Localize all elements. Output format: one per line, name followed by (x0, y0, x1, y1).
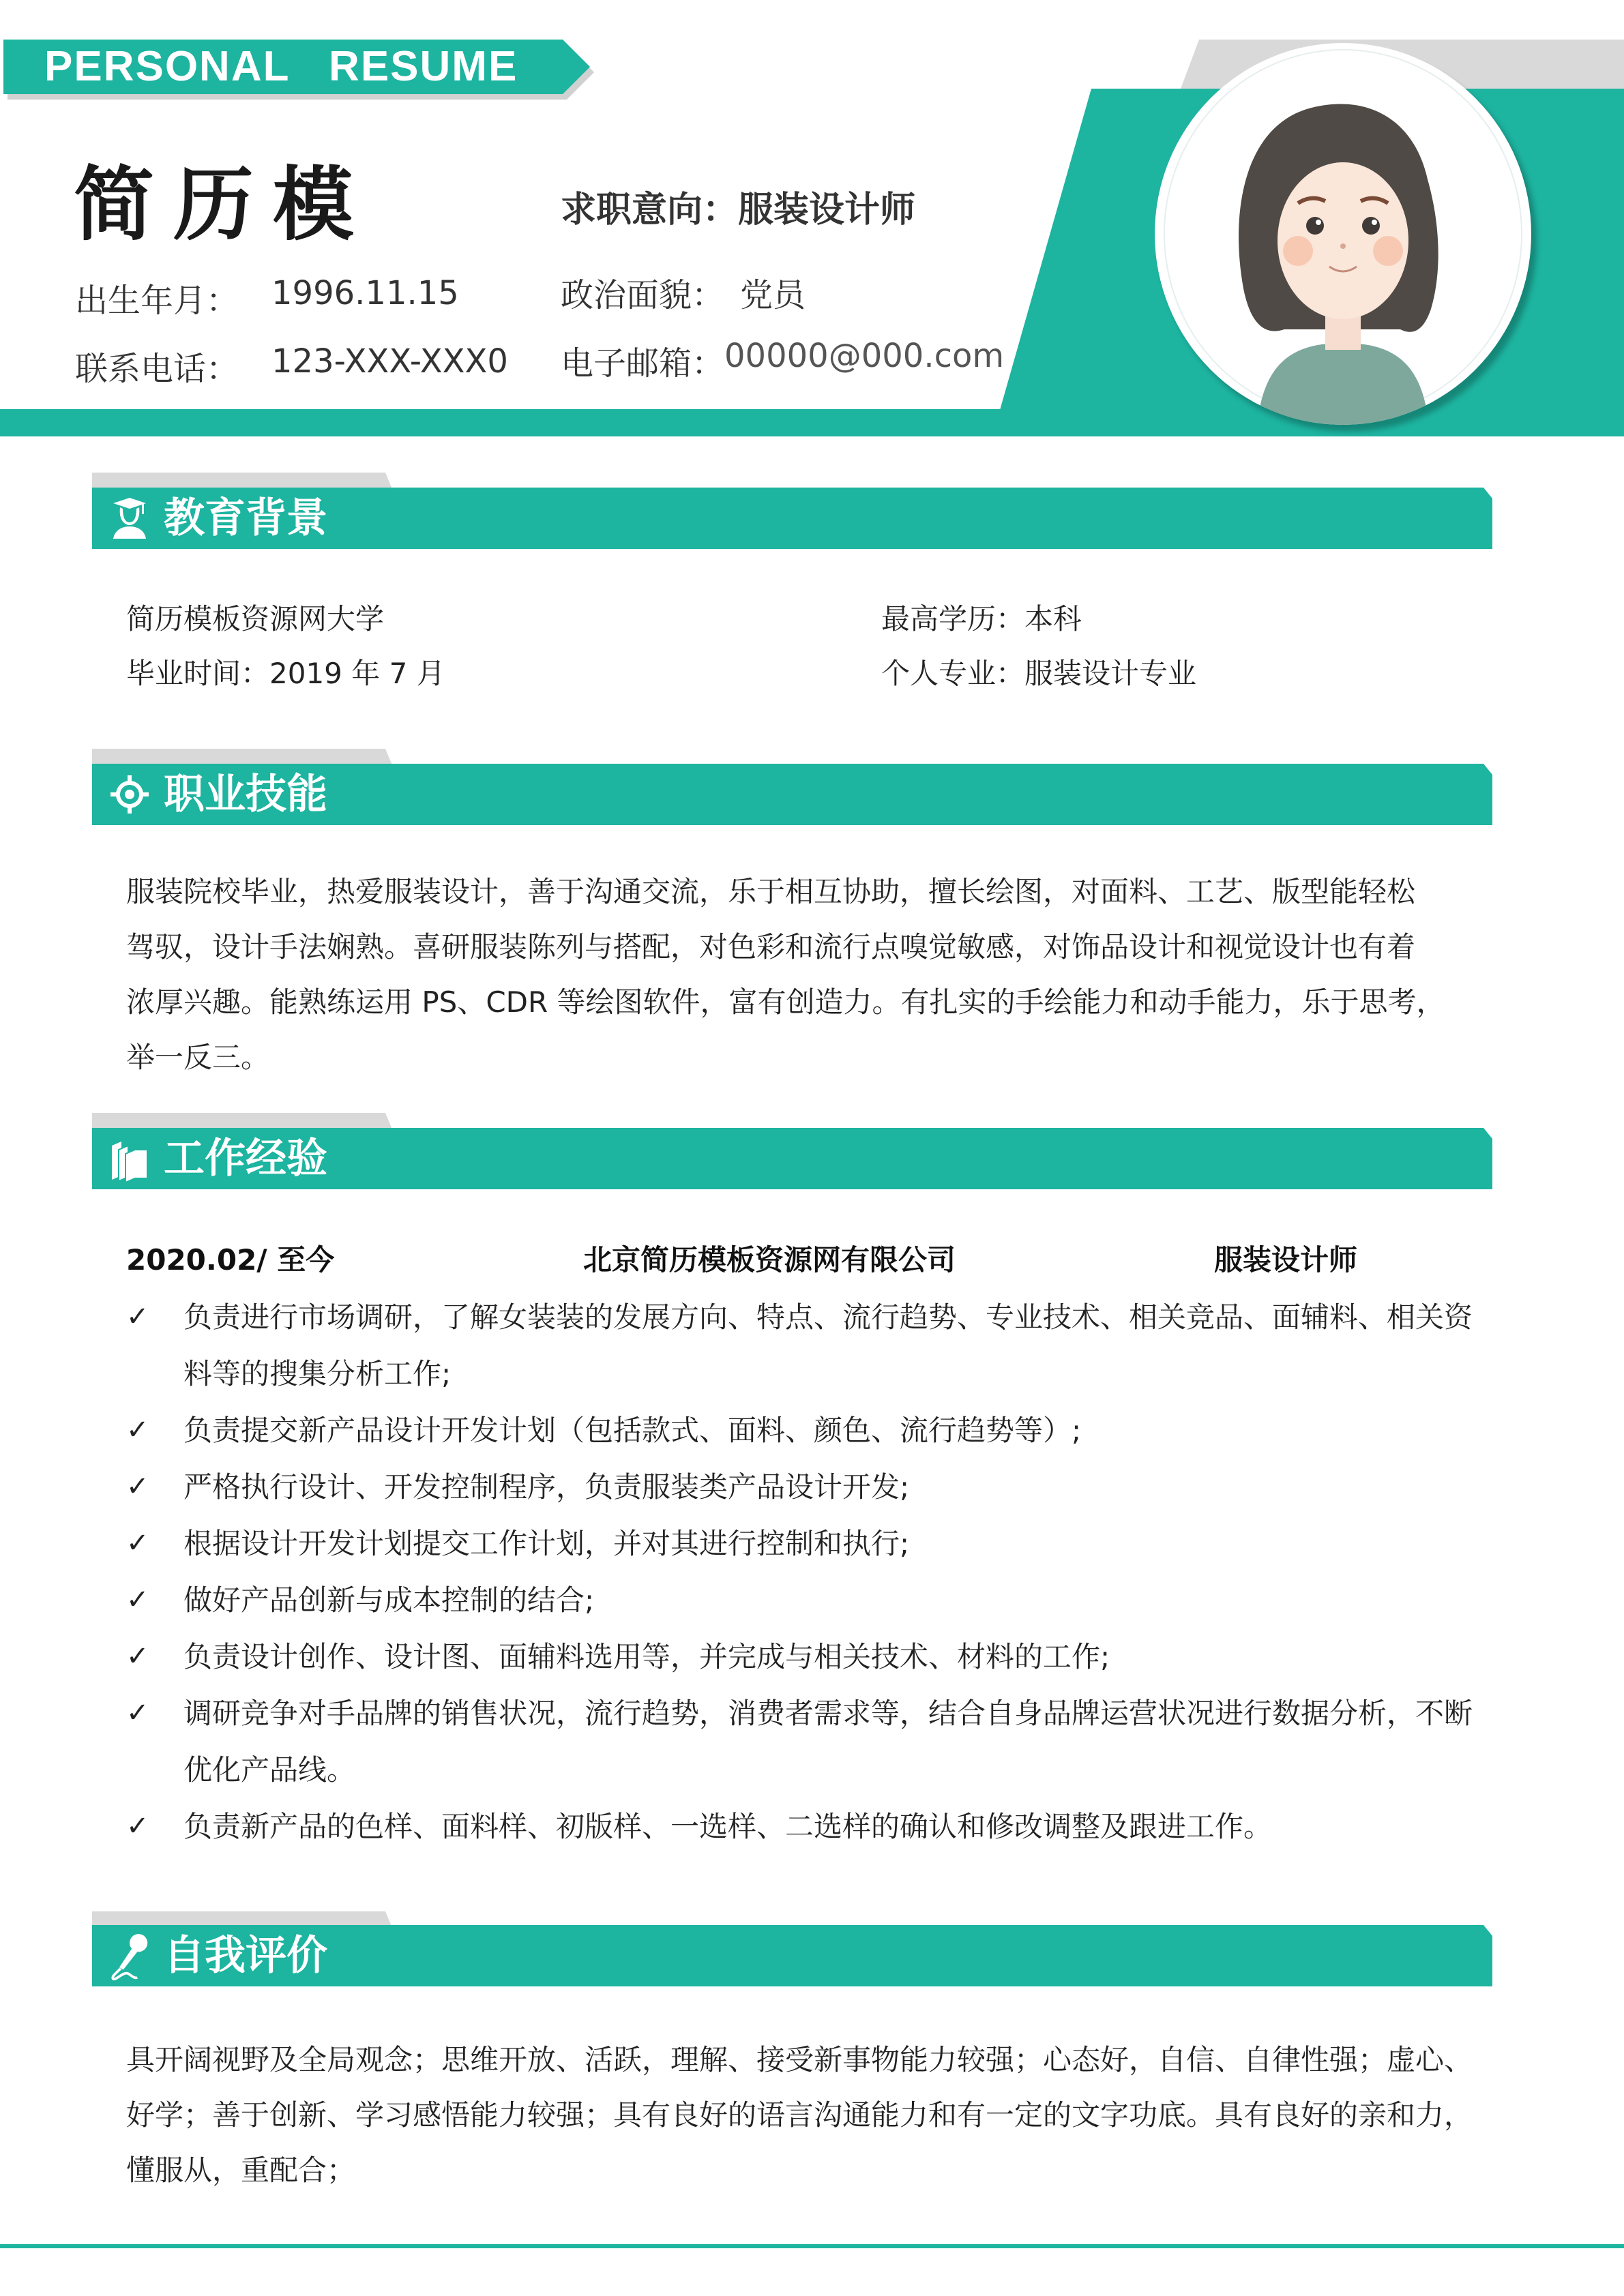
job-intent: 求职意向：服装设计师 (561, 190, 916, 230)
self-eval-line: 具开阔视野及全局观念；思维开放、活跃，理解、接受新事物能力较强；心态好，自信、自律性强；虚心、 (126, 2043, 1473, 2076)
work-title: 工作经验 (164, 1135, 327, 1182)
work-period: 2020.02/ 至今 (126, 1243, 335, 1277)
avatar-illustration-icon (1155, 43, 1531, 425)
duty-list (126, 1289, 1497, 1855)
books-icon (109, 1128, 150, 1189)
skills-line: 举一反三。 (126, 1041, 270, 1074)
work-position: 服装设计师 (1214, 1243, 1358, 1277)
list-item (126, 1289, 1497, 1402)
check-icon: ✓ (126, 1301, 149, 1332)
check-icon: ✓ (126, 1697, 149, 1729)
list-item (126, 1515, 1497, 1572)
phone-label: 联系电话： (75, 350, 239, 388)
candidate-name: 简历模 (74, 158, 373, 252)
highest-degree: 最高学历：本科 (881, 602, 1082, 636)
self-eval-line: 好学；善于创新、学习感悟能力较强；具有良好的语言沟通能力和有一定的文字功底。具有良好的亲和力， (126, 2098, 1473, 2132)
duty-text: 做好产品创新与成本控制的结合; (183, 1583, 595, 1617)
duty-text: 严格执行设计、开发控制程序，负责服装类产品设计开发; (183, 1470, 910, 1504)
work-company: 北京简历模板资源网有限公司 (583, 1243, 956, 1277)
list-item (126, 1572, 1497, 1628)
self-eval-line: 懂服从，重配合； (126, 2153, 356, 2187)
microphone-icon (109, 1925, 150, 1986)
skills-paragraph (126, 864, 1490, 1085)
duty-text: 负责进行市场调研，了解女装装的发展方向、特点、流行趋势、专业技术、相关竞品、面辅料、相关资料等的搜集分析工作; (183, 1300, 1473, 1390)
check-icon: ✓ (126, 1584, 149, 1615)
duty-text: 调研竞争对手品牌的销售状况，流行趋势，消费者需求等，结合自身品牌运营状况进行数据分析，不断优化产品线。 (183, 1697, 1473, 1787)
email-label: 电子邮箱： (561, 344, 725, 383)
list-item (126, 1798, 1497, 1855)
major: 个人专业：服装设计专业 (881, 657, 1197, 690)
duty-text: 负责提交新产品设计开发计划（包括款式、面料、颜色、流行趋势等）; (183, 1414, 1082, 1447)
target-icon (109, 764, 150, 825)
politics-value: 党员 (740, 276, 806, 314)
skills-line: 服装院校毕业，热爱服装设计，善于沟通交流，乐于相互协助，擅长绘图，对面料、工艺、版型能轻松 (126, 875, 1416, 908)
list-item (126, 1402, 1497, 1459)
check-icon: ✓ (126, 1527, 149, 1559)
birth-label: 出生年月： (75, 282, 239, 320)
skills-line: 浓厚兴趣。能熟练运用 PS、CDR 等绘图软件，富有创造力。有扎实的手绘能力和动手能力，乐于思考， (126, 985, 1445, 1019)
check-icon: ✓ (126, 1471, 149, 1502)
check-icon: ✓ (126, 1414, 149, 1446)
check-icon: ✓ (126, 1641, 149, 1672)
phone-value: 123-XXX-XXX0 (271, 342, 508, 381)
list-item (126, 1685, 1497, 1798)
duty-text: 根据设计开发计划提交工作计划，并对其进行控制和执行; (183, 1527, 910, 1560)
self-eval-title: 自我评价 (164, 1932, 327, 1980)
work-tab-decoration (92, 1113, 392, 1129)
footer-divider (0, 2244, 1624, 2248)
duty-text: 负责新产品的色样、面料样、初版样、一选样、二选样的确认和修改调整及跟进工作。 (183, 1810, 1273, 1843)
list-item (126, 1459, 1497, 1515)
banner-title: PERSONAL RESUME (44, 43, 518, 90)
graduate-icon (109, 488, 150, 549)
avatar (1155, 43, 1531, 425)
duty-text: 负责设计创作、设计图、面辅料选用等，并完成与相关技术、材料的工作; (183, 1640, 1110, 1673)
school-name: 简历模板资源网大学 (126, 602, 385, 636)
skills-title: 职业技能 (164, 771, 327, 818)
list-item (126, 1628, 1497, 1685)
skills-tab-decoration (92, 749, 392, 765)
check-icon: ✓ (126, 1810, 149, 1842)
self-eval-paragraph (126, 2032, 1490, 2198)
politics-label: 政治面貌： (561, 276, 725, 314)
graduation-date: 毕业时间：2019 年 7 月 (126, 657, 445, 690)
education-tab-decoration (92, 473, 392, 489)
birth-value: 1996.11.15 (271, 274, 459, 312)
education-title: 教育背景 (164, 494, 327, 542)
email-value: 00000@000.com (724, 337, 1005, 375)
skills-line: 驾驭，设计手法娴熟。喜研服装陈列与搭配，对色彩和流行点嗅觉敏感，对饰品设计和视觉设计也有着 (126, 930, 1416, 964)
